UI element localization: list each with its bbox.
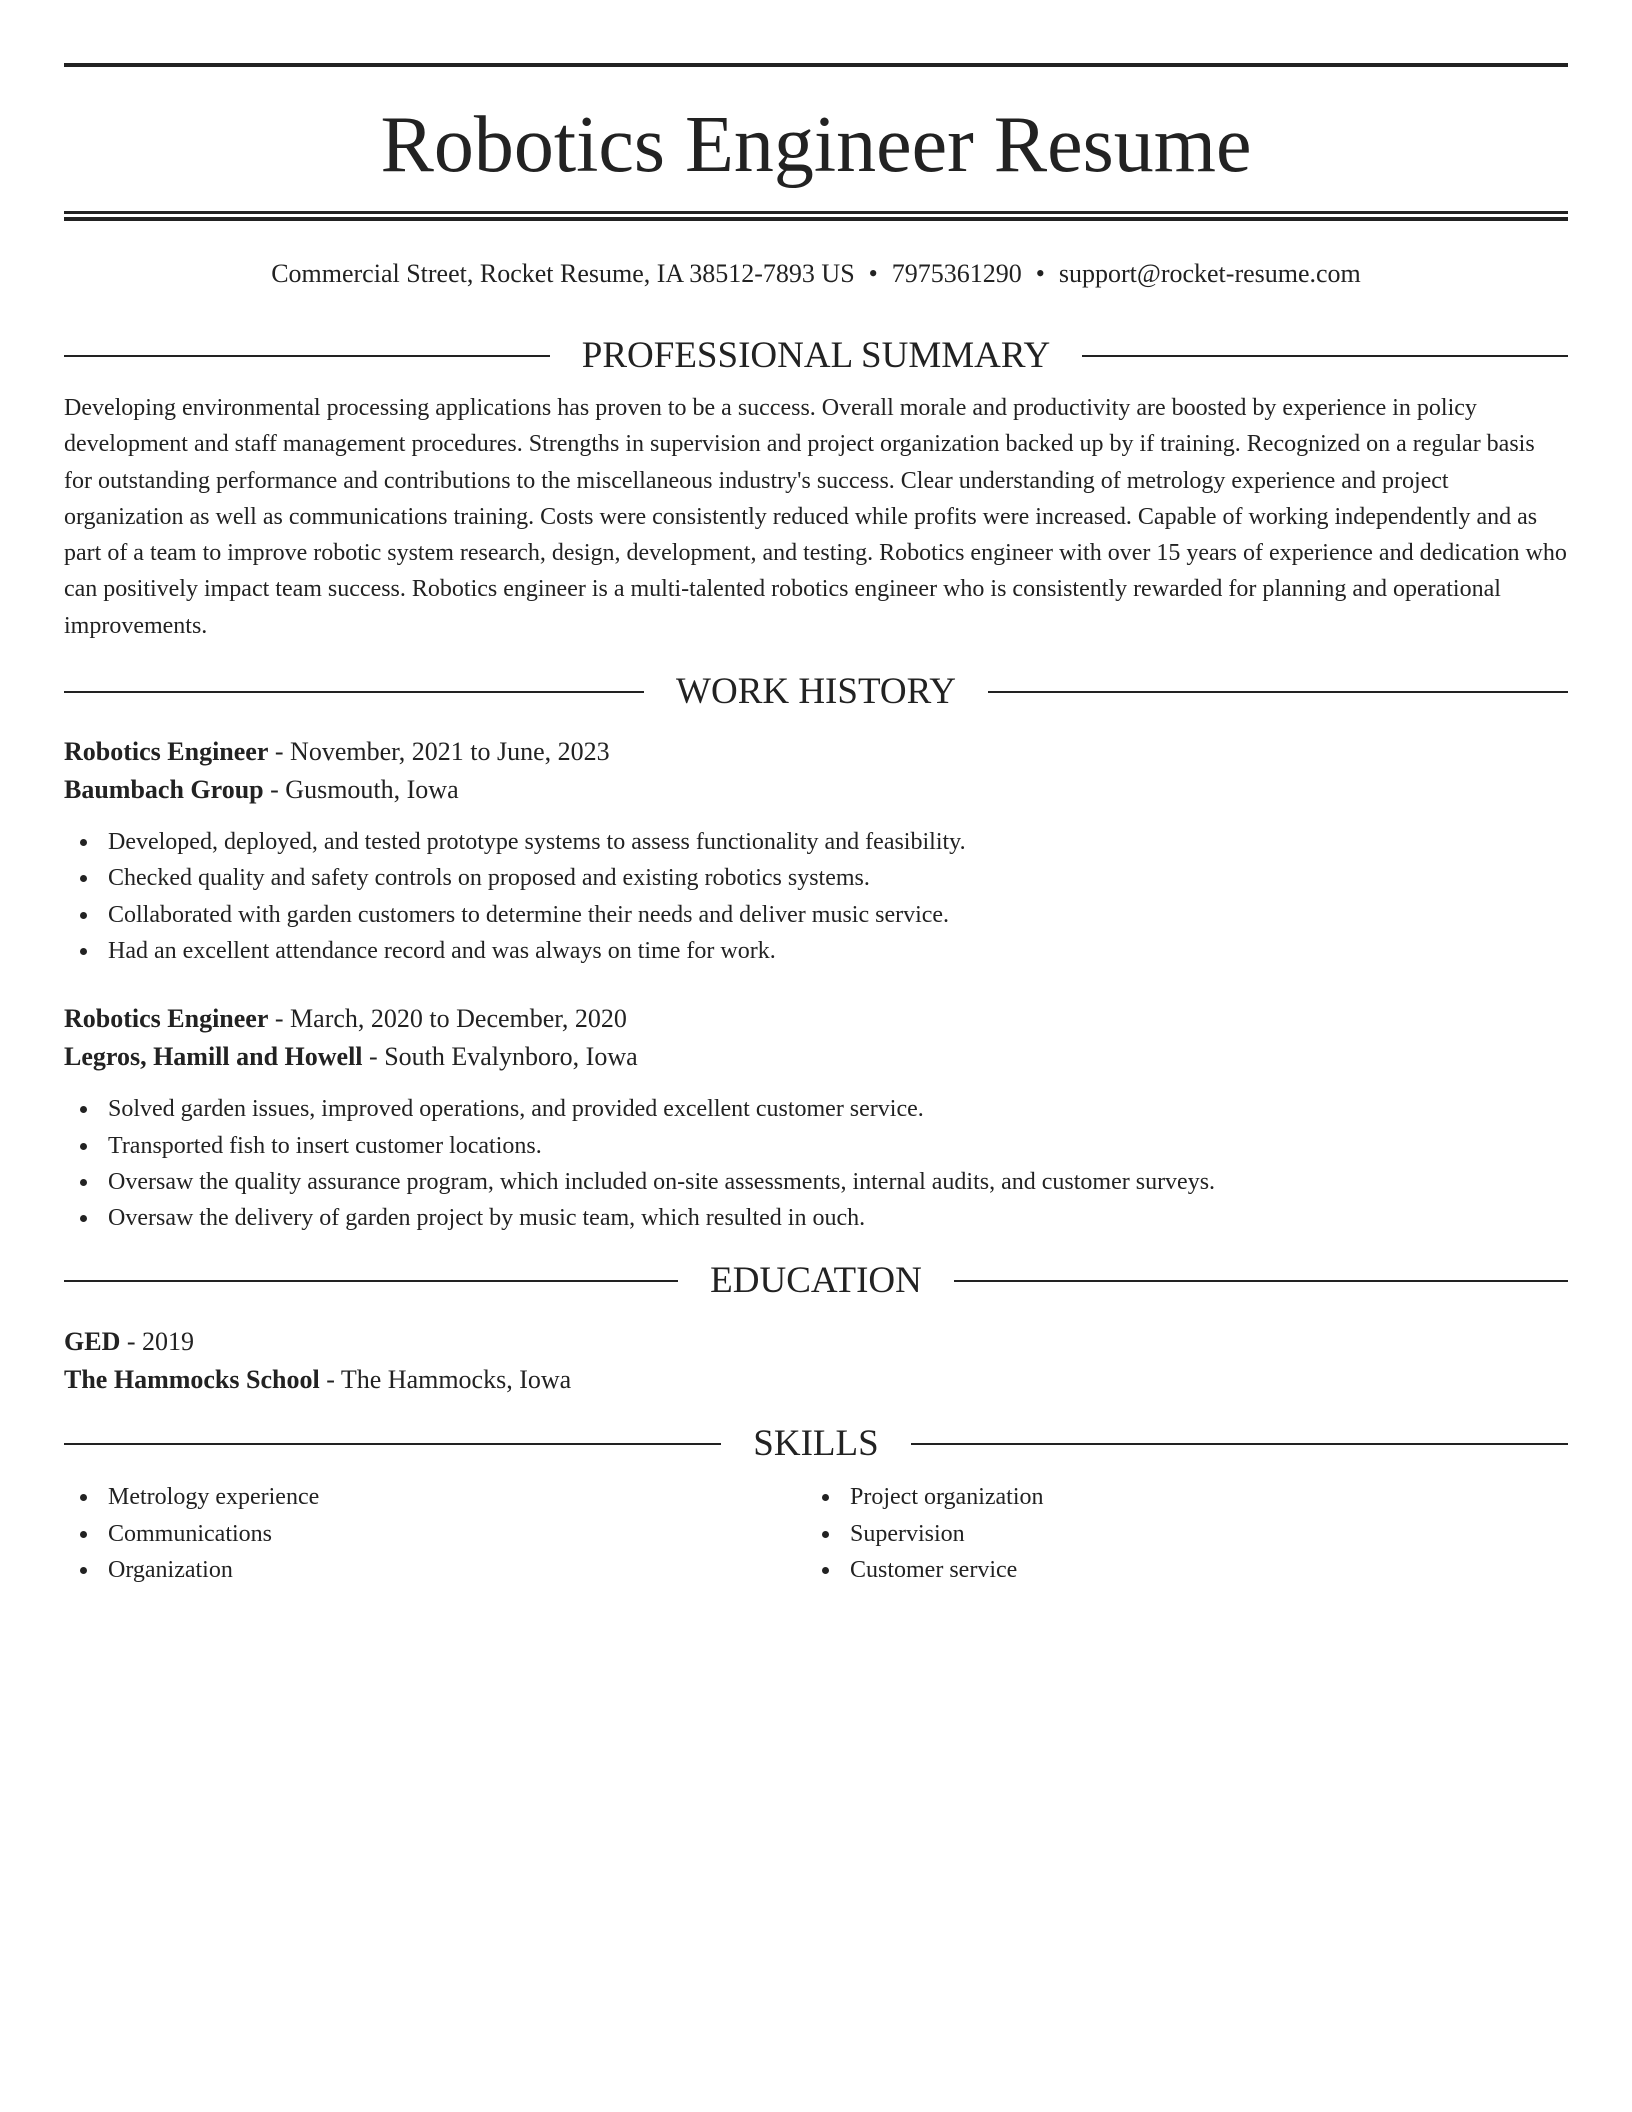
job-bullet: Developed, deployed, and tested prototype systems to assess functionality and feasibility.: [64, 824, 1568, 860]
job-entry: [64, 733, 1568, 969]
work-section-heading: [64, 670, 1568, 714]
job-bullet: Solved garden issues, improved operations, and provided excellent customer service.: [64, 1091, 1568, 1127]
skill-item: Metrology experience: [64, 1479, 806, 1515]
contact-phone: 7975361290: [891, 259, 1022, 288]
heading-rule-left: [64, 355, 550, 357]
skills-heading-text: SKILLS: [753, 1423, 879, 1465]
heading-rule-right: [988, 691, 1568, 693]
education-year: - 2019: [120, 1327, 195, 1357]
contact-email: support@rocket-resume.com: [1058, 259, 1361, 288]
job-bullet: Oversaw the quality assurance program, which included on-site assessments, internal audits, and customer surveys.: [64, 1164, 1568, 1200]
work-heading-text: WORK HISTORY: [676, 671, 956, 713]
heading-rule-right: [954, 1280, 1568, 1282]
top-rule: [64, 63, 1568, 67]
skills-column-right: [806, 1479, 1548, 1588]
skill-item: Communications: [64, 1516, 806, 1552]
contact-address: Commercial Street, Rocket Resume, IA 38512-7893 US: [271, 259, 855, 288]
heading-rule-right: [911, 1443, 1568, 1445]
job-bullets: [64, 824, 1568, 969]
education-entry: [64, 1323, 1568, 1399]
skills-column-left: [64, 1479, 806, 1588]
education-heading-text: EDUCATION: [710, 1260, 922, 1302]
job-title-line: [64, 1000, 1568, 1038]
skill-item: Organization: [64, 1552, 806, 1588]
job-bullets: [64, 1091, 1568, 1236]
skill-item: Project organization: [806, 1479, 1548, 1515]
job-entry: [64, 1000, 1568, 1236]
job-bullet: Transported fish to insert customer locations.: [64, 1128, 1568, 1164]
contact-separator: •: [868, 259, 878, 288]
summary-paragraph: Developing environmental processing applications has proven to be a success. Overall morale and productivity are boosted by experience in policy development and staff management procedures. Strengths in supervision and project organization backed up by if training. Recognized on a regular basis for outstanding performance and contributions to the miscellaneous industry's success. Clear understanding of metrology experience and project organization as well as communications training. Costs were consistently reduced while profits were increased. Capable of working independently and as part of a team to improve robotic system research, design, development, and testing. Robotics engineer with over 15 years of experience and dedication who can positively impact team success. Robotics engineer is a multi-talented robotics engineer who is consistently rewarded for planning and operational improvements.: [64, 395, 1567, 639]
job-title: Robotics Engineer: [64, 737, 269, 767]
job-dates: - March, 2020 to December, 2020: [268, 1004, 627, 1034]
job-company-line: [64, 1038, 1568, 1076]
education-location: - The Hammocks, Iowa: [319, 1365, 572, 1395]
education-school-line: [64, 1361, 1568, 1399]
job-bullet: Had an excellent attendance record and was always on time for work.: [64, 933, 1568, 969]
job-title-line: [64, 733, 1568, 771]
job-dates: - November, 2021 to June, 2023: [268, 737, 610, 767]
job-title: Robotics Engineer: [64, 1004, 269, 1034]
job-bullet: Checked quality and safety controls on proposed and existing robotics systems.: [64, 860, 1568, 896]
summary-section-heading: [64, 334, 1568, 378]
skills-grid: [64, 1479, 1568, 1588]
skill-item: Customer service: [806, 1552, 1548, 1588]
job-company: Baumbach Group: [64, 775, 264, 805]
title-double-rule: [64, 211, 1568, 221]
education-degree: GED: [64, 1327, 121, 1357]
job-bullet: Collaborated with garden customers to determine their needs and deliver music service.: [64, 897, 1568, 933]
heading-rule-left: [64, 1443, 721, 1445]
contact-line: [64, 257, 1568, 291]
job-bullet: Oversaw the delivery of garden project by music team, which resulted in ouch.: [64, 1200, 1568, 1236]
skill-item: Supervision: [806, 1516, 1548, 1552]
job-location: - South Evalynboro, Iowa: [362, 1042, 638, 1072]
heading-rule-left: [64, 1280, 678, 1282]
resume-title: Robotics Engineer Resume: [380, 101, 1252, 189]
job-location: - Gusmouth, Iowa: [263, 775, 459, 805]
education-degree-line: [64, 1323, 1568, 1361]
heading-rule-right: [1082, 355, 1568, 357]
summary-heading-text: PROFESSIONAL SUMMARY: [581, 335, 1051, 376]
job-company-line: [64, 771, 1568, 809]
heading-rule-left: [64, 691, 644, 693]
job-company: Legros, Hamill and Howell: [64, 1042, 363, 1072]
contact-separator: •: [1035, 259, 1045, 288]
skills-section-heading: [64, 1422, 1568, 1466]
education-section-heading: [64, 1259, 1568, 1303]
education-school: The Hammocks School: [64, 1365, 320, 1395]
